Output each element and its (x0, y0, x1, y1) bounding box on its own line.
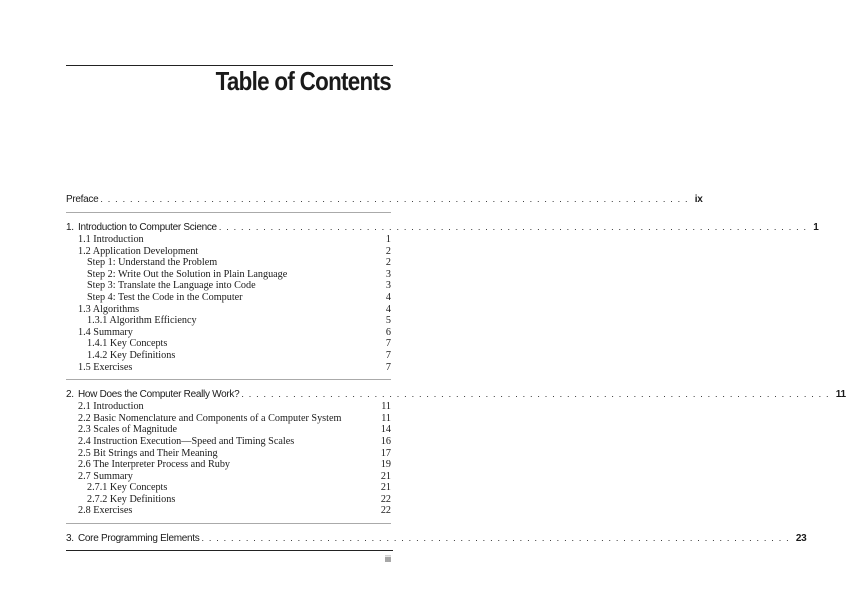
toc-entry-page: 1 (382, 234, 391, 246)
toc-entry-label: Step 3: Translate the Language into Code (87, 280, 256, 292)
toc-entry-label: 1.4 Summary (78, 326, 133, 338)
toc-entry-page: 22 (377, 505, 391, 517)
toc-entry[interactable] (66, 482, 391, 494)
toc-entry[interactable] (66, 338, 391, 350)
dot-leader: . . . . . . . . . . . . . . . . . . . . . . . . . . . . . . . . . . . . . . . . . . . . . . . . . . . . . . . . . . . . . . . . . . . . . . . . . . . . . . . . (100, 194, 689, 204)
toc-entry-page: 4 (382, 292, 391, 304)
toc-entry-page: 5 (382, 315, 391, 327)
toc-entry-page: 21 (377, 471, 391, 483)
toc-chapter-3-number: 3. (66, 533, 74, 545)
toc-entry[interactable] (66, 350, 391, 362)
toc-chapter-1-page: 1 (807, 221, 818, 234)
toc-entry-page: 3 (382, 280, 391, 292)
table-of-contents (66, 193, 846, 545)
toc-entry-page: 3 (382, 269, 391, 281)
toc-chapter-3-title: Core Programming Elements (78, 533, 200, 545)
toc-entry[interactable] (66, 436, 391, 448)
toc-entry[interactable] (66, 257, 391, 269)
toc-entry-page: 17 (377, 448, 391, 460)
dot-leader: . . . . . . . . . . . . . . . . . . . . . . . . . . . . . . . . . . . . . . . . . . . . . . . . . . . . . . . . . . . . . . . . . . . . . . . . . . . . . . . . (241, 389, 830, 400)
toc-entry[interactable] (66, 459, 391, 471)
toc-entry-page: 2 (382, 257, 391, 269)
toc-entry[interactable] (66, 280, 391, 292)
toc-entry-page: 2 (382, 246, 391, 258)
toc-entry[interactable] (66, 424, 391, 436)
toc-entry-label: 2.7.1 Key Concepts (87, 482, 168, 494)
toc-entry-label: 2.4 Instruction Execution—Speed and Timing Scales (78, 435, 295, 447)
toc-entry-page: 7 (382, 338, 391, 350)
toc-entry-page: 21 (377, 482, 391, 494)
toc-entry-label: 1.3 Algorithms (78, 303, 140, 315)
toc-entry-page: 11 (377, 413, 391, 425)
toc-entry[interactable] (66, 494, 391, 506)
toc-chapter-3-page: 23 (790, 532, 807, 545)
toc-entry-label: 2.7.2 Key Definitions (87, 493, 176, 505)
toc-chapter-2[interactable] (66, 388, 846, 401)
toc-entry[interactable] (66, 327, 391, 339)
toc-chapter-2-label (66, 388, 241, 401)
toc-entry-label: Step 4: Test the Code in the Computer (87, 291, 243, 303)
toc-preface-page: ix (689, 193, 703, 206)
page-number: iii (385, 554, 391, 564)
toc-entry-page: 19 (377, 459, 391, 471)
toc-chapter-2-number: 2. (66, 389, 74, 401)
toc-entry[interactable] (66, 234, 391, 246)
toc-entry[interactable] (66, 292, 391, 304)
toc-entry[interactable] (66, 304, 391, 316)
toc-chapter-1[interactable] (66, 221, 819, 234)
toc-entry-page: 14 (377, 424, 391, 436)
toc-entry[interactable] (66, 471, 391, 483)
toc-preface-title: Preface (66, 194, 99, 205)
toc-entry-page: 6 (382, 327, 391, 339)
toc-entry-label: 2.5 Bit Strings and Their Meaning (78, 447, 218, 459)
toc-entry[interactable] (66, 401, 391, 413)
toc-entry-label: Step 1: Understand the Problem (87, 257, 218, 269)
bottom-rule (66, 550, 393, 551)
toc-preface-label (66, 193, 100, 206)
toc-entry-label: Step 2: Write Out the Solution in Plain Language (87, 268, 288, 280)
toc-entry-page: 22 (377, 494, 391, 506)
toc-entry[interactable] (66, 362, 391, 374)
toc-preface[interactable] (66, 193, 703, 206)
toc-entry-label: 1.5 Exercises (78, 361, 133, 373)
toc-chapter-3[interactable] (66, 532, 807, 545)
toc-chapter-1-number: 1. (66, 222, 74, 233)
toc-entry[interactable] (66, 448, 391, 460)
toc-entry-label: 2.6 The Interpreter Process and Ruby (78, 459, 231, 471)
toc-chapter-3-label (66, 532, 201, 545)
toc-entry-page: 11 (377, 401, 391, 413)
toc-entry-page: 4 (382, 304, 391, 316)
dot-leader: . . . . . . . . . . . . . . . . . . . . . . . . . . . . . . . . . . . . . . . . . . . . . . . . . . . . . . . . . . . . . . . . . . . . . . . . . . . . . . . . (218, 222, 808, 232)
page-title: Table of Contents (215, 66, 391, 96)
toc-entry-label: 1.3.1 Algorithm Efficiency (87, 315, 197, 327)
toc-entry-label: 2.2 Basic Nomenclature and Components of a Computer System (78, 412, 342, 424)
dot-leader: . . . . . . . . . . . . . . . . . . . . . . . . . . . . . . . . . . . . . . . . . . . . . . . . . . . . . . . . . . . . . . . . . . . . . . . . . . . . . . . . (201, 533, 790, 544)
toc-entry-page: 7 (382, 350, 391, 362)
toc-entry-label: 2.8 Exercises (78, 505, 133, 517)
toc-chapter-2-page: 11 (830, 388, 846, 401)
toc-entry-label: 2.1 Introduction (78, 401, 144, 413)
toc-entry[interactable] (66, 246, 391, 258)
toc-entry-label: 1.2 Application Development (78, 245, 199, 257)
toc-entry-page: 7 (382, 362, 391, 374)
toc-entry[interactable] (66, 315, 391, 327)
toc-chapter-1-label (66, 221, 219, 234)
toc-chapter-1-title: Introduction to Computer Science (78, 222, 217, 233)
toc-entry-label: 1.4.2 Key Definitions (87, 349, 176, 361)
toc-entry-label: 2.7 Summary (78, 470, 133, 482)
toc-entry[interactable] (66, 413, 391, 425)
toc-entry[interactable] (66, 269, 391, 281)
toc-entry-label: 1.1 Introduction (78, 234, 144, 245)
toc-chapter-2-title: How Does the Computer Really Work? (78, 389, 240, 401)
toc-entry-page: 16 (377, 436, 391, 448)
toc-entry[interactable] (66, 505, 391, 517)
toc-entry-label: 1.4.1 Key Concepts (87, 338, 168, 350)
toc-entry-label: 2.3 Scales of Magnitude (78, 424, 178, 436)
